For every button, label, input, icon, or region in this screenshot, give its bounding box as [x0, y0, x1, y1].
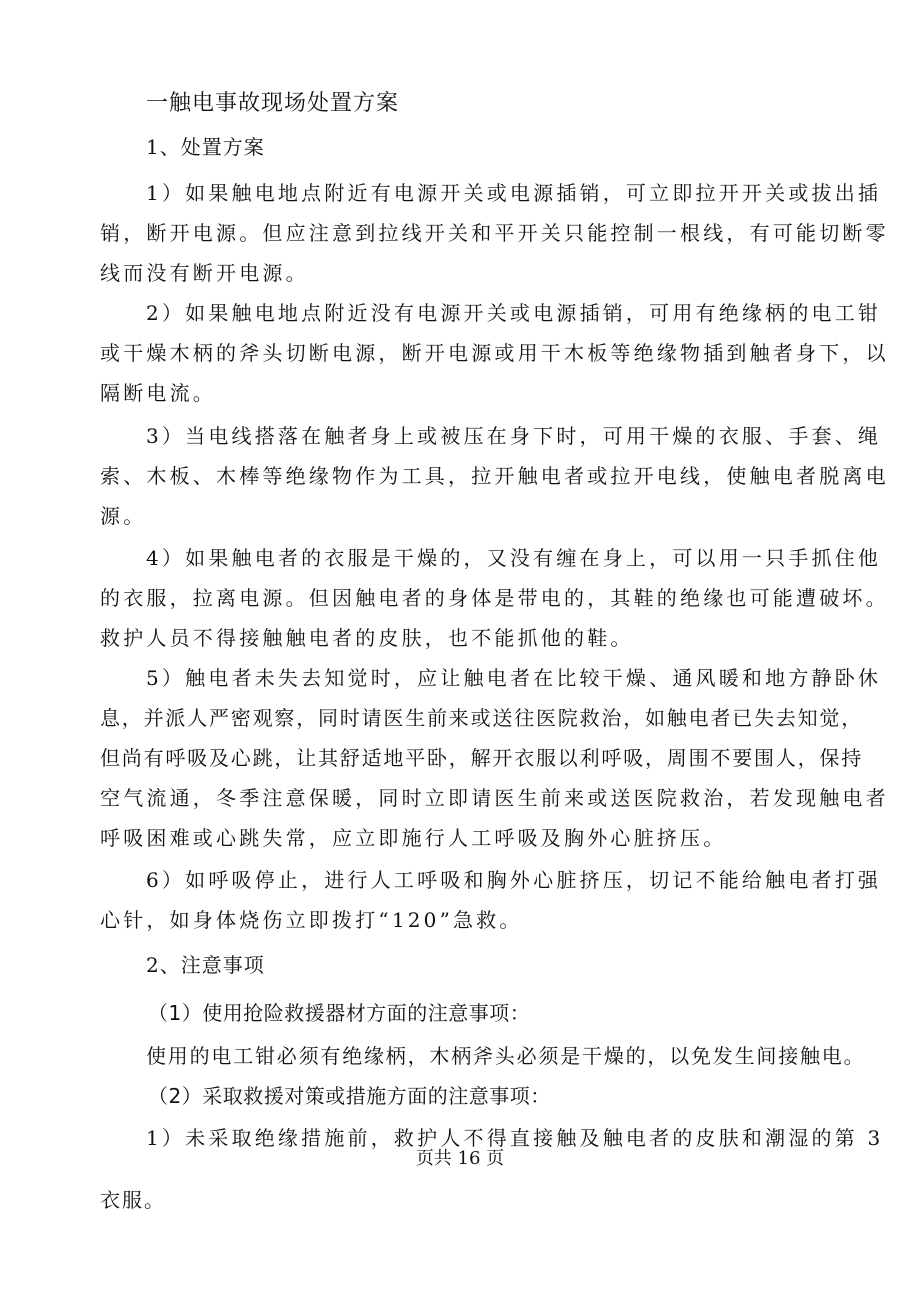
subsection-2-heading: （2）采取救援对策或措施方面的注意事项：	[148, 1084, 551, 1108]
paragraph-4-line-2: 的衣服，拉离电源。但因触电者的身体是带电的，其鞋的绝缘也可能遭破坏。	[100, 586, 889, 610]
paragraph-2-line-2: 或干燥木柄的斧头切断电源，断开电源或用干木板等绝缘物插到触者身下，以	[100, 341, 889, 365]
paragraph-5-line-4: 空气流通，冬季注意保暖，同时立即请医生前来或送医院救治，若发现触电者	[100, 786, 889, 810]
paragraph-2-line-1: 2）如果触电地点附近没有电源开关或电源插销，可用有绝缘柄的电工钳	[146, 301, 882, 325]
doc-title: 一触电事故现场处置方案	[146, 91, 400, 116]
paragraph-1-line-1: 1）如果触电地点附近有电源开关或电源插销，可立即拉开开关或拔出插	[146, 181, 882, 205]
paragraph-3-line-1: 3）当电线搭落在触者身上或被压在身下时，可用干燥的衣服、手套、绳	[146, 424, 882, 448]
paragraph-1-line-3: 线而没有断开电源。	[100, 261, 309, 285]
paragraph-1-line-2: 销，断开电源。但应注意到拉线开关和平开关只能控制一根线，有可能切断零	[100, 221, 889, 245]
subsection-1-text: 使用的电工钳必须有绝缘柄，木柄斧头必须是干燥的，以免发生间接触电。	[146, 1044, 866, 1068]
paragraph-4-line-1: 4）如果触电者的衣服是干燥的，又没有缠在身上，可以用一只手抓住他	[146, 546, 882, 570]
paragraph-4-line-3: 救护人员不得接触触电者的皮肤，也不能抓他的鞋。	[100, 626, 634, 650]
paragraph-6-line-1: 6）如呼吸停止，进行人工呼吸和胸外心脏挤压，切记不能给触电者打强	[146, 868, 882, 892]
paragraph-5-line-5: 呼吸困难或心跳失常，应立即施行人工呼吸及胸外心脏挤压。	[100, 826, 727, 850]
paragraph-5-line-3: 但尚有呼吸及心跳，让其舒适地平卧，解开衣服以利呼吸，周围不要围人，保持	[100, 746, 863, 770]
subsection-2-line-2: 衣服。	[100, 1188, 166, 1212]
subsection-1-heading: （1）使用抢险救援器材方面的注意事项：	[148, 1001, 531, 1025]
paragraph-6-line-2: 心针，如身体烧伤立即拨打“120”急救。	[100, 908, 523, 932]
page-footer: 页共 16 页	[415, 1148, 505, 1169]
paragraph-3-line-3: 源。	[100, 504, 147, 528]
section-1-heading: 1、处置方案	[146, 135, 265, 159]
section-2-heading: 2、注意事项	[146, 953, 265, 977]
paragraph-5-line-1: 5）触电者未失去知觉时，应让触电者在比较干燥、通风暖和地方静卧休	[146, 666, 882, 690]
paragraph-2-line-3: 隔断电流。	[100, 381, 216, 405]
subsection-2-line-1: 1）未采取绝缘措施前，救护人不得直接触及触电者的皮肤和潮湿的第 3	[146, 1126, 884, 1150]
paragraph-3-line-2: 索、木板、木棒等绝缘物作为工具，拉开触电者或拉开电线，使触电者脱离电	[100, 464, 889, 488]
paragraph-5-line-2: 息，并派人严密观察，同时请医生前来或送往医院救治，如触电者已失去知觉，	[100, 706, 863, 730]
